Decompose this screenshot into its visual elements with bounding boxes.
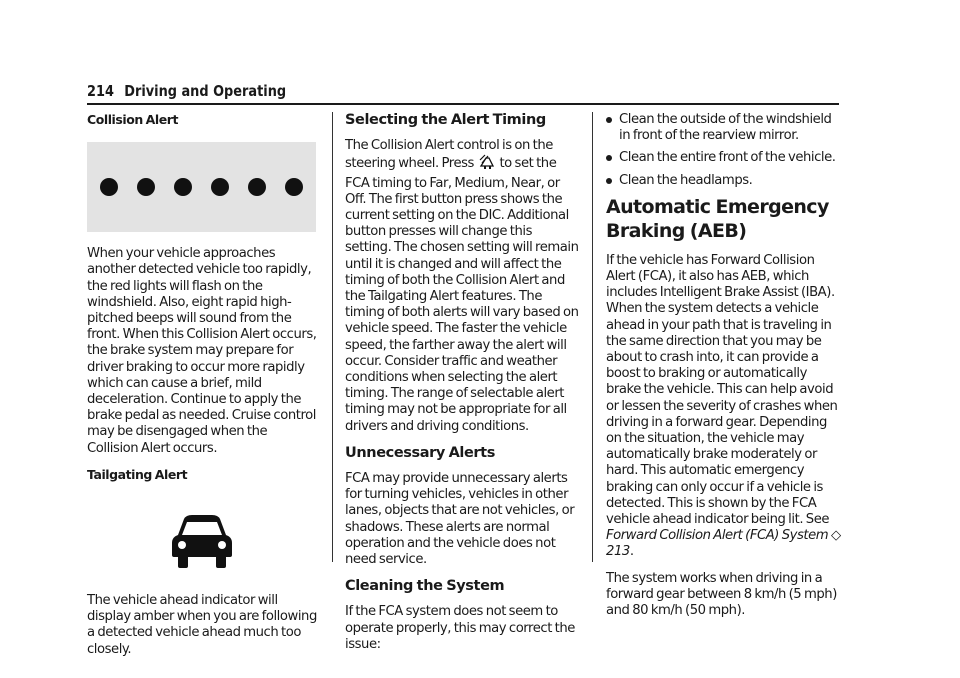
aeb-heading-line1: Automatic Emergency	[606, 195, 829, 218]
alert-light-5	[248, 178, 266, 196]
collision-alert-text: When your vehicle approaches another detected vehicle too rapidly, the red lights will flash on the windshield. Also, eight rapid high-pitched beeps will sound from the front. When this Collision Alert occurs, the brake system may prepare for driver braking to occur more rapidly which can cause a brief, mild deceleration. Continue to apply the brake pedal as needed. Cruise control may be disengaged when the Collision Alert occurs.	[87, 246, 317, 456]
alert-timing-intro: The Collision Alert control is on the steering wheel. Press	[345, 138, 553, 172]
unnecessary-alerts-heading: Unnecessary Alerts	[345, 444, 495, 461]
page-number: 214	[87, 82, 114, 100]
bullet-icon	[606, 155, 612, 161]
vehicle-ahead-icon	[87, 493, 316, 589]
xref-end: .	[629, 544, 634, 560]
alert-timing-heading: Selecting the Alert Timing	[345, 112, 546, 128]
unnecessary-alerts-text: FCA may provide unnecessary alerts for turning vehicles, vehicles in other lanes, objects that are not vehicles, or shadows. These alerts are normal operation and the vehicle does not need service.	[345, 471, 575, 568]
aeb-body: If the vehicle has Forward Collision Alert (FCA), it also has AEB, which includes Intelligent Brake Assist (IBA). When the system detects a vehicle ahead in your path that is traveling in the same direction that you may be about to crash into, it can provide a boost to braking or automatically brake the vehicle. This can help avoid or lessen the severity of crashes when driving in a forward gear. Depending on the situation, the vehicle may automatically brake moderately or hard. This automatic emergency braking can only occur if a vehicle is detected. This is shown by the FCA vehicle ahead indicator being lit. See	[606, 252, 838, 528]
aeb-heading-line2: Braking (AEB)	[606, 219, 747, 242]
list-item	[606, 150, 842, 166]
aeb-heading	[606, 195, 842, 243]
bullet-icon	[606, 178, 612, 184]
cleaning-system-heading: Cleaning the System	[345, 578, 505, 595]
aeb-text	[606, 253, 842, 561]
list-item-text: Clean the outside of the windshield in front of the rearview mirror.	[619, 112, 832, 144]
collision-alert-lights-image	[87, 142, 316, 232]
alert-light-2	[137, 178, 155, 196]
page-header	[87, 82, 734, 104]
section-title: Driving and Operating	[124, 82, 287, 100]
alert-timing-text	[345, 138, 581, 435]
column-3	[606, 112, 842, 629]
alert-light-1	[100, 178, 118, 196]
alert-light-6	[285, 178, 303, 196]
bullet-icon	[606, 117, 612, 123]
tailgating-alert-text: The vehicle ahead indicator will display amber when you are following a detected vehicle ahead much too closely.	[87, 593, 317, 657]
tailgating-alert-heading: Tailgating Alert	[87, 466, 188, 482]
cleaning-system-text: If the FCA system does not seem to operate properly, this may correct the issue:	[345, 604, 575, 652]
column-divider-1	[332, 112, 333, 562]
column-divider-2	[592, 112, 593, 562]
list-item-text: Clean the headlamps.	[619, 172, 753, 188]
alert-light-4	[211, 178, 229, 196]
alert-timing-body: to set the FCA timing to Far, Medium, Near, or Off. The first button press shows the current setting on the DIC. Additional button presses will change this setting. The chosen setting will remain until it is changed and will affect the timing of both the Collision Alert and the Tailgating Alert features. The timing of both alerts will vary based on vehicle speed. The faster the vehicle speed, the farther away the alert will occur. Consider traffic and weather conditions when selecting the alert timing. The range of selectable alert timing may not be appropriate for all drivers and driving conditions.	[345, 156, 579, 434]
list-item	[606, 112, 842, 144]
collision-alert-heading: Collision Alert	[87, 112, 179, 127]
aeb-speed-text: The system works when driving in a forward gear between 8 km/h (5 mph) and 80 km/h (50 mph).	[606, 570, 837, 619]
alert-light-3	[174, 178, 192, 196]
fca-system-link[interactable]: Forward Collision Alert (FCA) System	[606, 528, 829, 544]
list-item	[606, 173, 842, 189]
xref-page-link[interactable]: 213	[606, 544, 630, 560]
list-item-text: Clean the entire front of the vehicle.	[619, 150, 836, 166]
header-rule	[87, 103, 839, 105]
collision-alert-timing-icon	[479, 154, 495, 175]
column-2	[345, 112, 581, 663]
column-1	[87, 112, 317, 668]
xref-symbol: ◇	[830, 528, 841, 544]
